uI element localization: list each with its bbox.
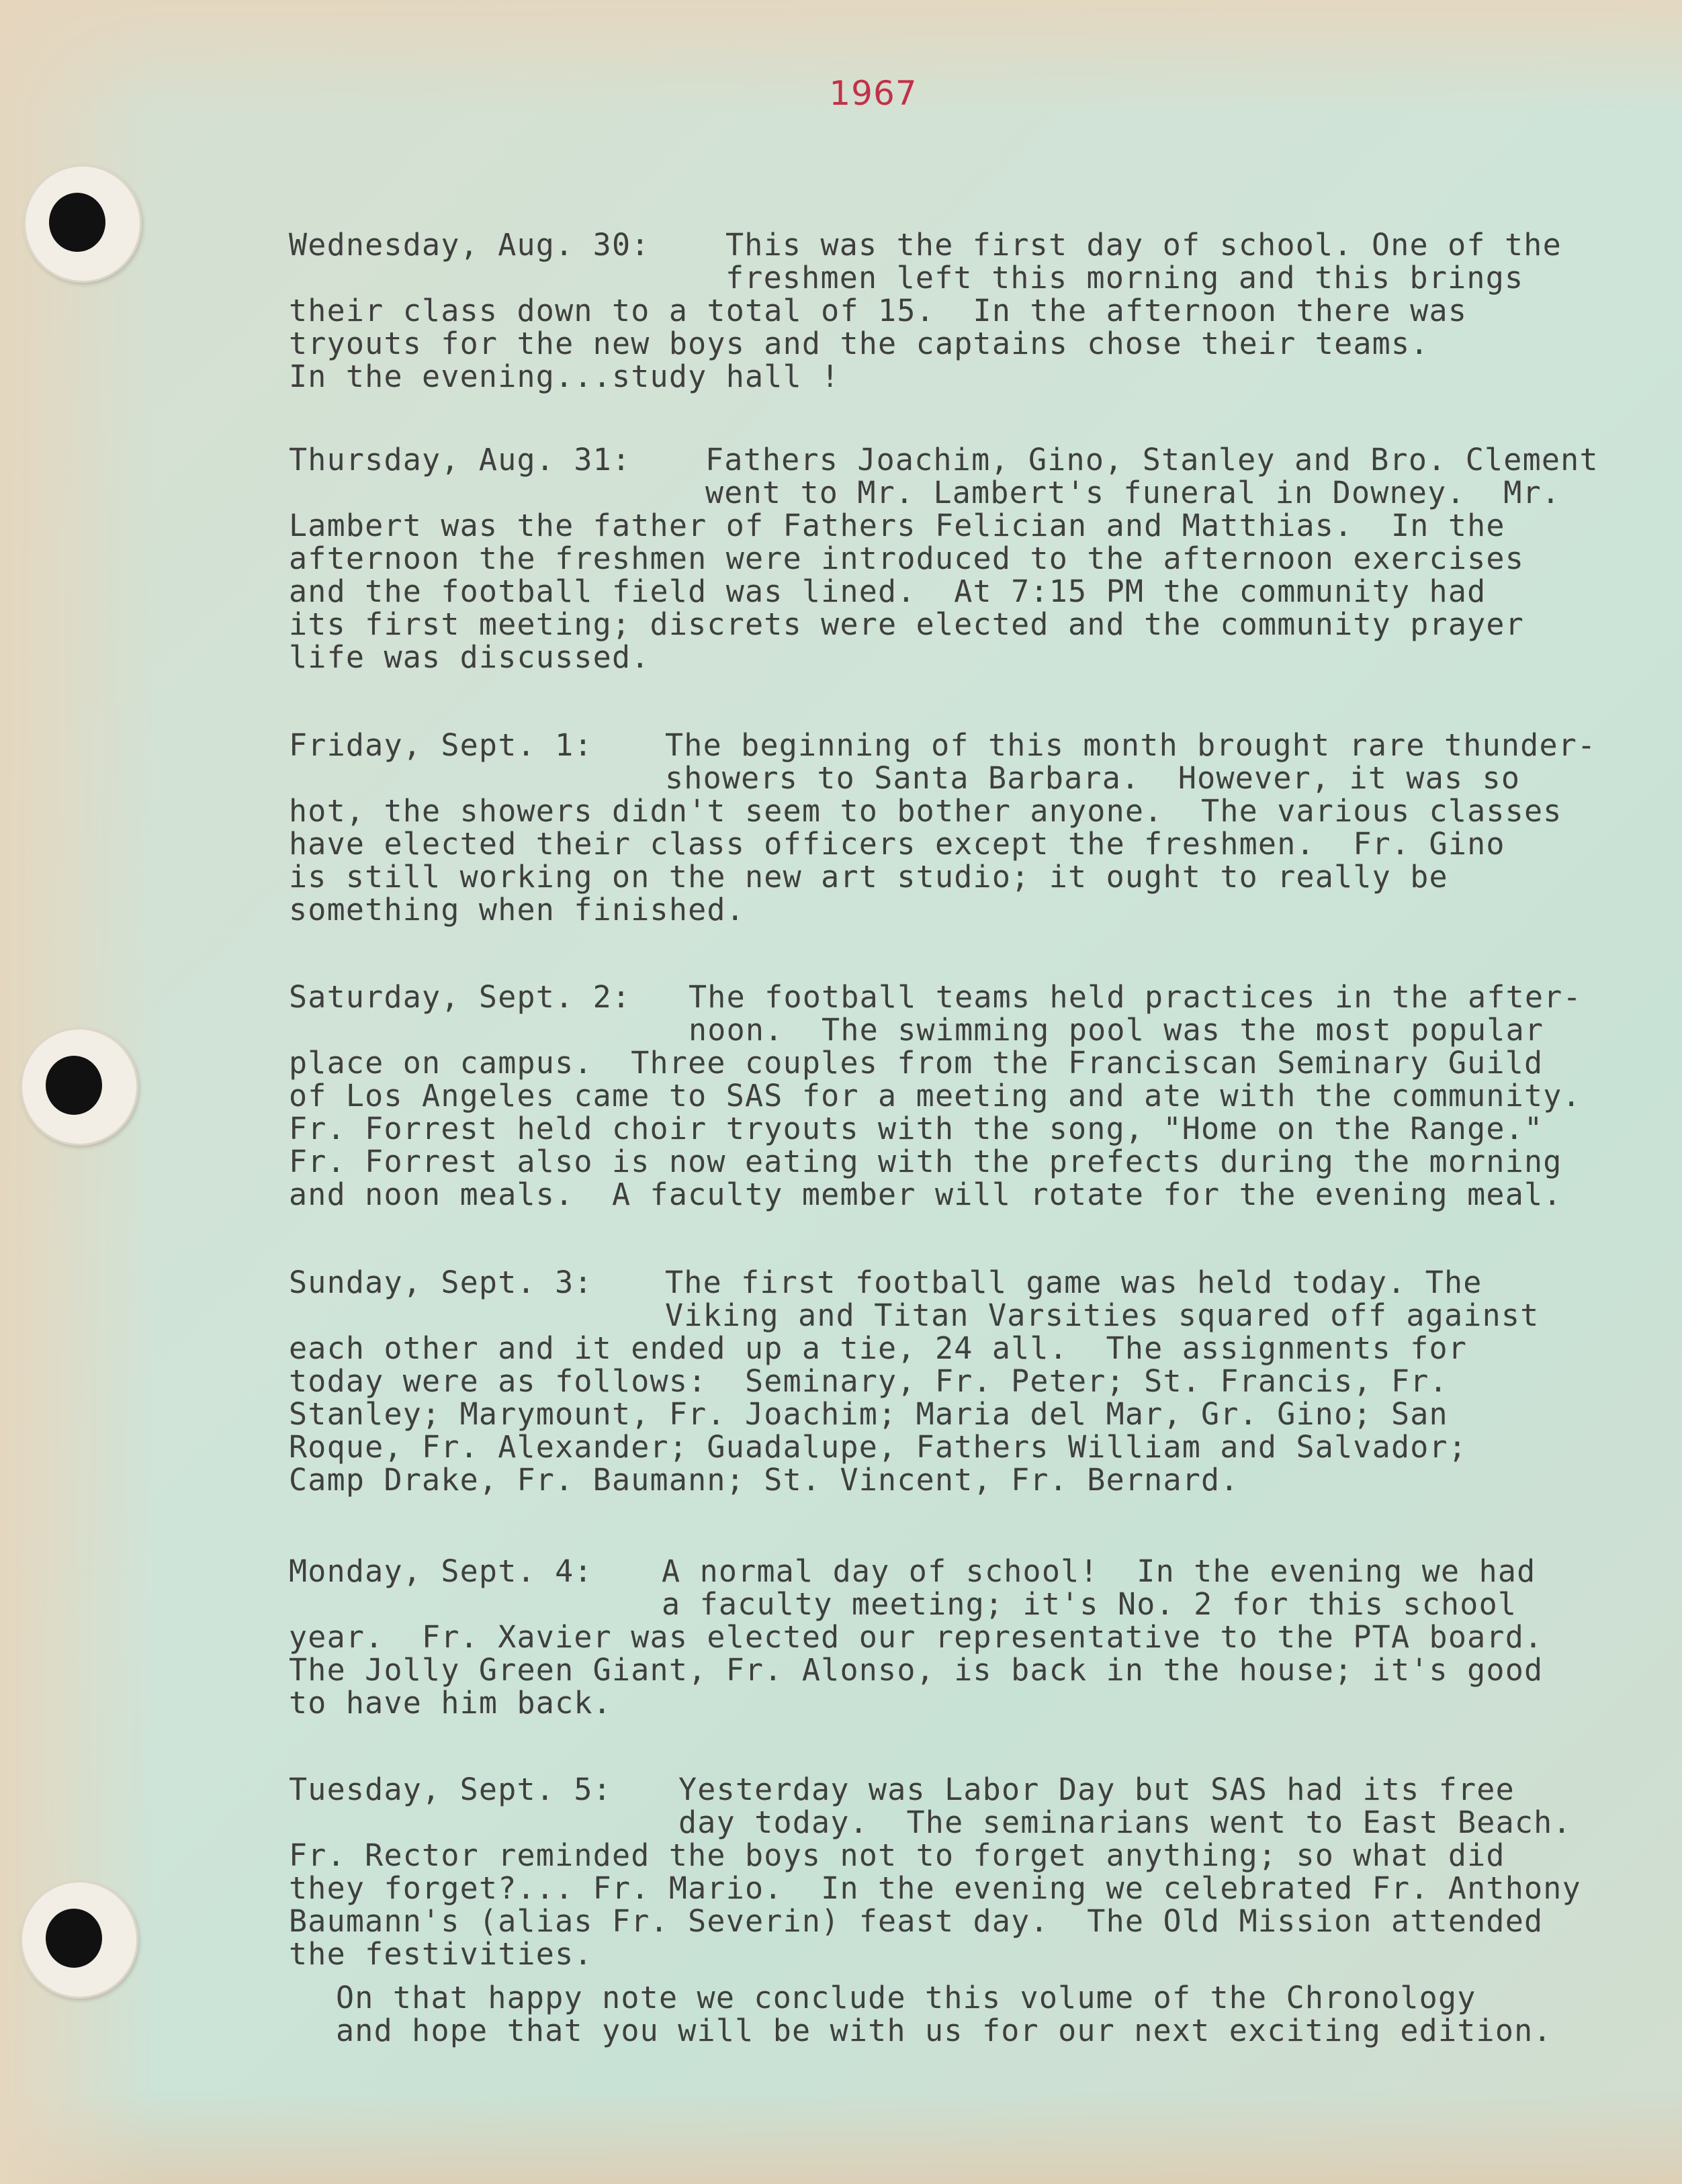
entry-line: Fr. Rector reminded the boys not to forget anything; so what did	[289, 1837, 1505, 1873]
chronology-entry	[289, 1773, 1679, 1970]
entry-date: Monday, Sept. 4:	[289, 1553, 593, 1589]
chronology-entry	[289, 1266, 1679, 1496]
chronology-entry	[289, 1555, 1679, 1719]
entry-line: Yesterday was Labor Day but SAS had its free	[678, 1772, 1515, 1807]
entry-line: is still working on the new art studio; it ought to really be	[289, 859, 1448, 895]
entry-line: each other and it ended up a tie, 24 all. The assignments for	[289, 1330, 1468, 1366]
entry-line: hot, the showers didn't seem to bother anyone. The various classes	[289, 793, 1562, 829]
entry-line: day today. The seminarians went to East Beach.	[678, 1805, 1572, 1840]
entry-date: Wednesday, Aug. 30:	[289, 227, 650, 263]
entry-line: noon. The swimming pool was the most popular	[689, 1012, 1544, 1048]
entry-line: This was the first day of school. One of the	[725, 227, 1562, 263]
entry-line: Fr. Forrest also is now eating with the prefects during the morning	[289, 1144, 1562, 1179]
chronology-entry	[289, 228, 1679, 393]
entry-line: The beginning of this month brought rare thunder-	[665, 727, 1597, 763]
entry-line: today were as follows: Seminary, Fr. Peter; St. Francis, Fr.	[289, 1363, 1448, 1399]
entry-line: its first meeting; discrets were elected and the community prayer	[289, 606, 1524, 642]
entry-line: and noon meals. A faculty member will rotate for the evening meal.	[289, 1177, 1562, 1212]
entry-date: Saturday, Sept. 2:	[289, 979, 631, 1015]
entry-date: Thursday, Aug. 31:	[289, 442, 631, 477]
binder-hole-middle	[20, 1028, 138, 1146]
entry-line: showers to Santa Barbara. However, it was so	[665, 760, 1521, 796]
entry-line: a faculty meeting; it's No. 2 for this school	[662, 1586, 1517, 1622]
chronology-entry	[289, 981, 1679, 1211]
entry-first-line	[289, 443, 1679, 476]
entry-line: In the evening...study hall !	[289, 359, 840, 394]
chronology-entry	[289, 729, 1679, 926]
entry-line: The football teams held practices in the after-	[689, 979, 1582, 1015]
entry-line: freshmen left this morning and this brings	[725, 260, 1524, 295]
entry-line: went to Mr. Lambert's funeral in Downey. Mr.	[705, 475, 1561, 510]
entry-first-line	[289, 228, 1679, 261]
entry-first-line	[289, 981, 1679, 1013]
entry-line: Stanley; Marymount, Fr. Joachim; Maria del Mar, Gr. Gino; San	[289, 1396, 1448, 1432]
entry-line: Fathers Joachim, Gino, Stanley and Bro. Clement	[705, 442, 1599, 477]
entry-first-line	[289, 1555, 1679, 1588]
entry-line: The first football game was held today. The	[665, 1265, 1482, 1300]
closing-note	[336, 1981, 1679, 2047]
entry-line: they forget?... Fr. Mario. In the evening we celebrated Fr. Anthony	[289, 1870, 1581, 1906]
entry-line: Camp Drake, Fr. Baumann; St. Vincent, Fr. Bernard.	[289, 1462, 1239, 1498]
entry-date: Sunday, Sept. 3:	[289, 1265, 593, 1300]
entry-line: place on campus. Three couples from the Franciscan Seminary Guild	[289, 1045, 1544, 1081]
entry-line: Viking and Titan Varsities squared off against	[665, 1298, 1540, 1333]
closing-line: and hope that you will be with us for our next exciting edition.	[336, 2013, 1552, 2048]
entry-line: Roque, Fr. Alexander; Guadalupe, Fathers William and Salvador;	[289, 1429, 1468, 1465]
entry-first-line	[289, 1266, 1679, 1299]
entry-line: tryouts for the new boys and the captains chose their teams.	[289, 326, 1429, 361]
entry-date: Friday, Sept. 1:	[289, 727, 593, 763]
entry-line: Baumann's (alias Fr. Severin) feast day. The Old Mission attended	[289, 1903, 1544, 1939]
entry-line: The Jolly Green Giant, Fr. Alonso, is back in the house; it's good	[289, 1652, 1544, 1688]
entry-line: the festivities.	[289, 1936, 593, 1972]
entry-line: to have him back.	[289, 1685, 612, 1721]
page-year: 1967	[829, 74, 918, 113]
entry-line: have elected their class officers except the freshmen. Fr. Gino	[289, 826, 1505, 862]
entry-line: Lambert was the father of Fathers Felician and Matthias. In the	[289, 508, 1505, 543]
chronology-entry	[289, 443, 1679, 674]
entry-line: Fr. Forrest held choir tryouts with the song, "Home on the Range."	[289, 1111, 1544, 1146]
entry-line: their class down to a total of 15. In the afternoon there was	[289, 293, 1468, 328]
entry-line: life was discussed.	[289, 639, 650, 675]
entry-date: Tuesday, Sept. 5:	[289, 1772, 612, 1807]
entry-first-line	[289, 1773, 1679, 1806]
closing-line: On that happy note we conclude this volume of the Chronology	[336, 1980, 1476, 2015]
binder-hole-top	[24, 165, 142, 283]
entry-line: afternoon the freshmen were introduced to the afternoon exercises	[289, 541, 1524, 576]
entry-line: and the football field was lined. At 7:15 PM the community had	[289, 574, 1487, 609]
entry-line: of Los Angeles came to SAS for a meeting and ate with the community.	[289, 1078, 1581, 1113]
entry-line: A normal day of school! In the evening we had	[662, 1553, 1536, 1589]
binder-hole-bottom	[20, 1880, 138, 1999]
entry-line: something when finished.	[289, 892, 746, 927]
entry-first-line	[289, 729, 1679, 762]
entry-line: year. Fr. Xavier was elected our representative to the PTA board.	[289, 1619, 1544, 1655]
